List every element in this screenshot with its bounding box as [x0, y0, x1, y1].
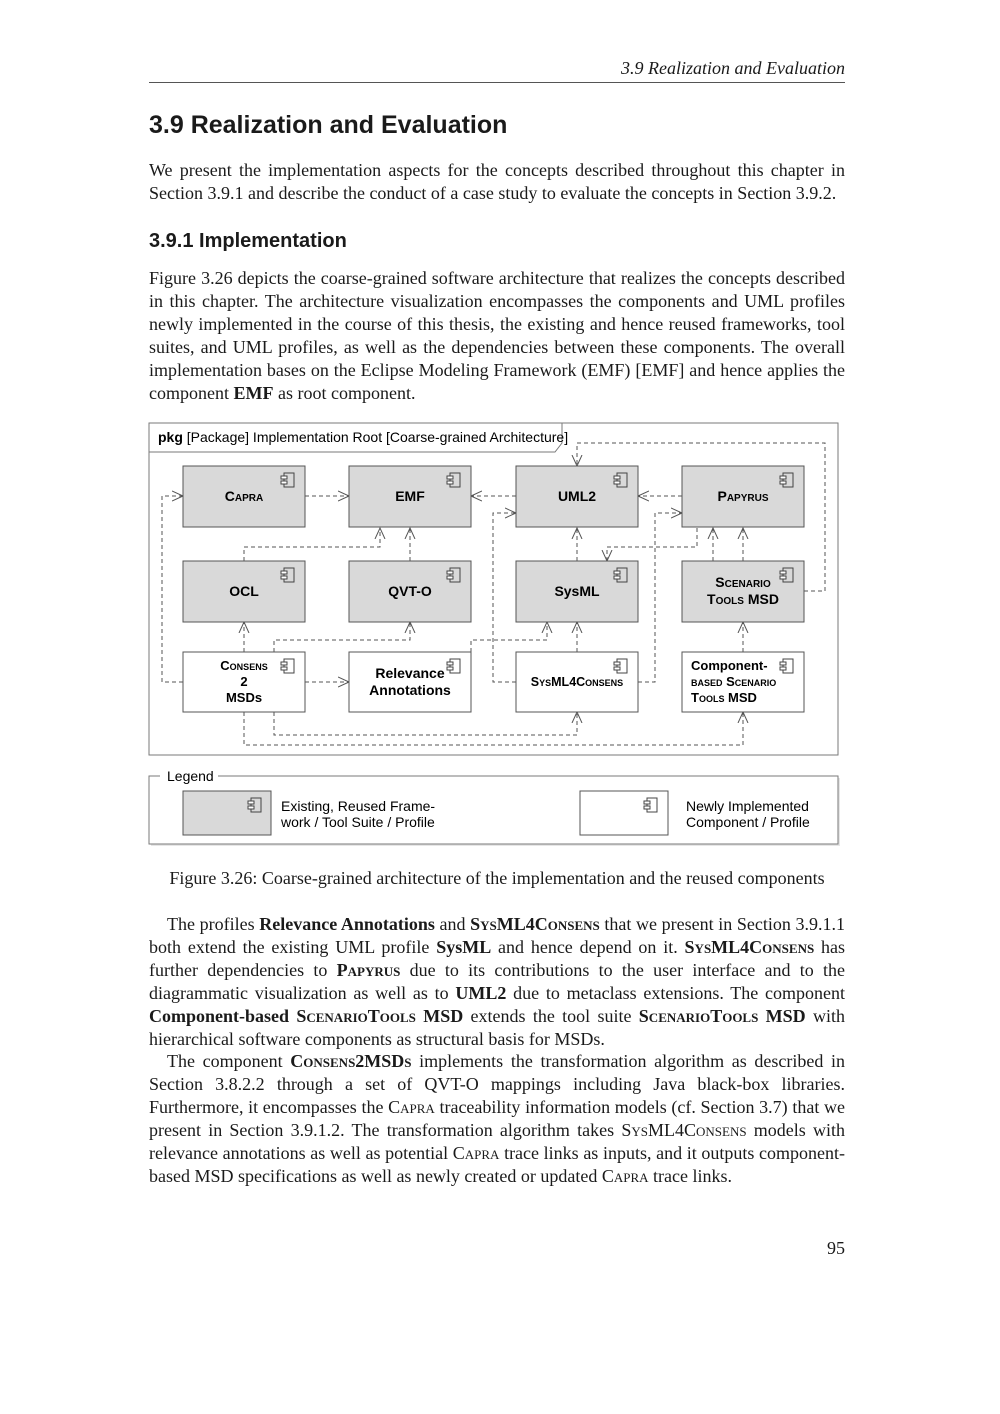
- edge-consens-cb: [244, 712, 743, 745]
- component-emf: [349, 466, 471, 527]
- legend-new: [580, 791, 810, 835]
- impl-emf: EMF: [233, 382, 274, 403]
- svg-text:MSDs: MSDs: [225, 690, 263, 705]
- svg-text:Relevance: Relevance: [375, 665, 445, 681]
- component-sysml: [516, 561, 638, 622]
- svg-text:Tools MSD: Tools MSD: [707, 591, 779, 607]
- edge-consens-qvto: [274, 622, 410, 652]
- svg-text:Component-: Component-: [691, 658, 768, 673]
- edge-papyrus-sysml: [607, 528, 697, 561]
- svg-text:Annotations: Annotations: [369, 682, 451, 698]
- component-papyrus: [682, 466, 804, 527]
- edge-sysml4consens-uml2: [493, 513, 516, 682]
- legend: [149, 768, 840, 846]
- svg-text:Scenario: Scenario: [715, 574, 771, 590]
- figure-caption: Figure 3.26: Coarse-grained architecture of the implementation and the reused components: [169, 868, 825, 888]
- edge-sysml4consens-papyrus: [638, 513, 682, 682]
- svg-text:Capra: Capra: [224, 488, 264, 504]
- page-number: 95: [827, 1238, 845, 1258]
- edge-relevance-sysml: [471, 622, 547, 652]
- component-consens2msds: [183, 652, 305, 712]
- consens-paragraph: The component Consens2MSDs implements the transformation algorithm as described in Section 3.8.2.2 through a set of QVT-O mappings including Java black-box libraries. Furthermore, it encompasses the Capra traceability information models (cf. Section 3.7) that we present in Section 3.9.1.2. The transformation algorithm takes SysML4Consens models with relevance annotations as well as potential Capra trace links as inputs, and it outputs component-based MSD specifications as well as newly created or updated Capra trace links.: [149, 1051, 846, 1186]
- legend-existing: [183, 791, 435, 835]
- svg-text:Tools MSD: Tools MSD: [691, 690, 757, 705]
- component-scenario-tools-msd: [682, 561, 804, 622]
- svg-text:Component / Profile: Component / Profile: [686, 814, 810, 830]
- edge-ocl-emf: [244, 528, 380, 561]
- component-sysml4consens: [516, 652, 638, 712]
- svg-text:SysML4Consens: SysML4Consens: [530, 675, 624, 689]
- subsection-title: 3.9.1 Implementation: [149, 230, 347, 252]
- component-qvto: [349, 561, 471, 622]
- svg-text:OCL: OCL: [229, 583, 259, 599]
- running-header: 3.9 Realization and Evaluation: [621, 58, 845, 78]
- svg-text:2: 2: [240, 674, 248, 689]
- impl-end: as root component.: [273, 382, 416, 403]
- component-uml2: [516, 466, 638, 527]
- profiles-paragraph: The profiles Relevance Annotations and SysML4Consens that we present in Section 3.9.1.1 both extend the existing UML profile SysML and hence depend on it. SysML4Consens has further dependencies to Papyrus due to its contributions to the user interface and to the diagrammatic visualization as well as to UML2 due to metaclass extensions. The component Component-based ScenarioTools MSD extends the tool suite ScenarioTools MSD with hierarchical software components as structural basis for MSDs.: [149, 914, 846, 1049]
- svg-text:Papyrus: Papyrus: [717, 488, 769, 504]
- svg-text:Consens: Consens: [220, 658, 268, 673]
- intro-paragraph: We present the implementation aspects for the concepts described throughout this chapter in Section 3.9.1 and describe the conduct of a case study to evaluate the concepts in Section 3.9.2.: [149, 160, 845, 203]
- svg-text:Newly Implemented: Newly Implemented: [686, 798, 809, 814]
- svg-text:SysML: SysML: [554, 583, 600, 599]
- component-relevance-annotations: [349, 652, 471, 712]
- edge-consens-sysml4consens: [274, 712, 577, 735]
- svg-text:EMF: EMF: [395, 488, 425, 504]
- svg-text:Existing, Reused Frame-: Existing, Reused Frame-: [281, 798, 436, 814]
- edge-consens-capra: [162, 496, 183, 682]
- component-ocl: [183, 561, 305, 622]
- section-title: 3.9 Realization and Evaluation: [149, 111, 508, 139]
- impl-text: Figure 3.26 depicts the coarse-grained software architecture that realizes the concepts described in this chapter. The architecture visualization encompasses the components and UML profiles newly implemented in the course of this thesis, the existing and hence reused frameworks, tool suites, and UML profiles, as well as the dependencies between these components. The overall implementation bases on the Eclipse Modeling Framework (EMF) [EMF] and hence applies the component: [149, 268, 845, 403]
- svg-text:work / Tool Suite / Profile: work / Tool Suite / Profile: [281, 814, 435, 830]
- component-cb-scenario-tools-msd: [682, 652, 804, 712]
- legend-title: Legend: [167, 768, 214, 784]
- svg-text:UML2: UML2: [557, 488, 597, 504]
- frame-title: pkg [Package] Implementation Root [Coarse-grained Architecture]: [158, 429, 569, 445]
- component-capra: [183, 466, 305, 527]
- svg-text:QVT-O: QVT-O: [388, 583, 432, 599]
- svg-text:based Scenario: based Scenario: [691, 674, 777, 689]
